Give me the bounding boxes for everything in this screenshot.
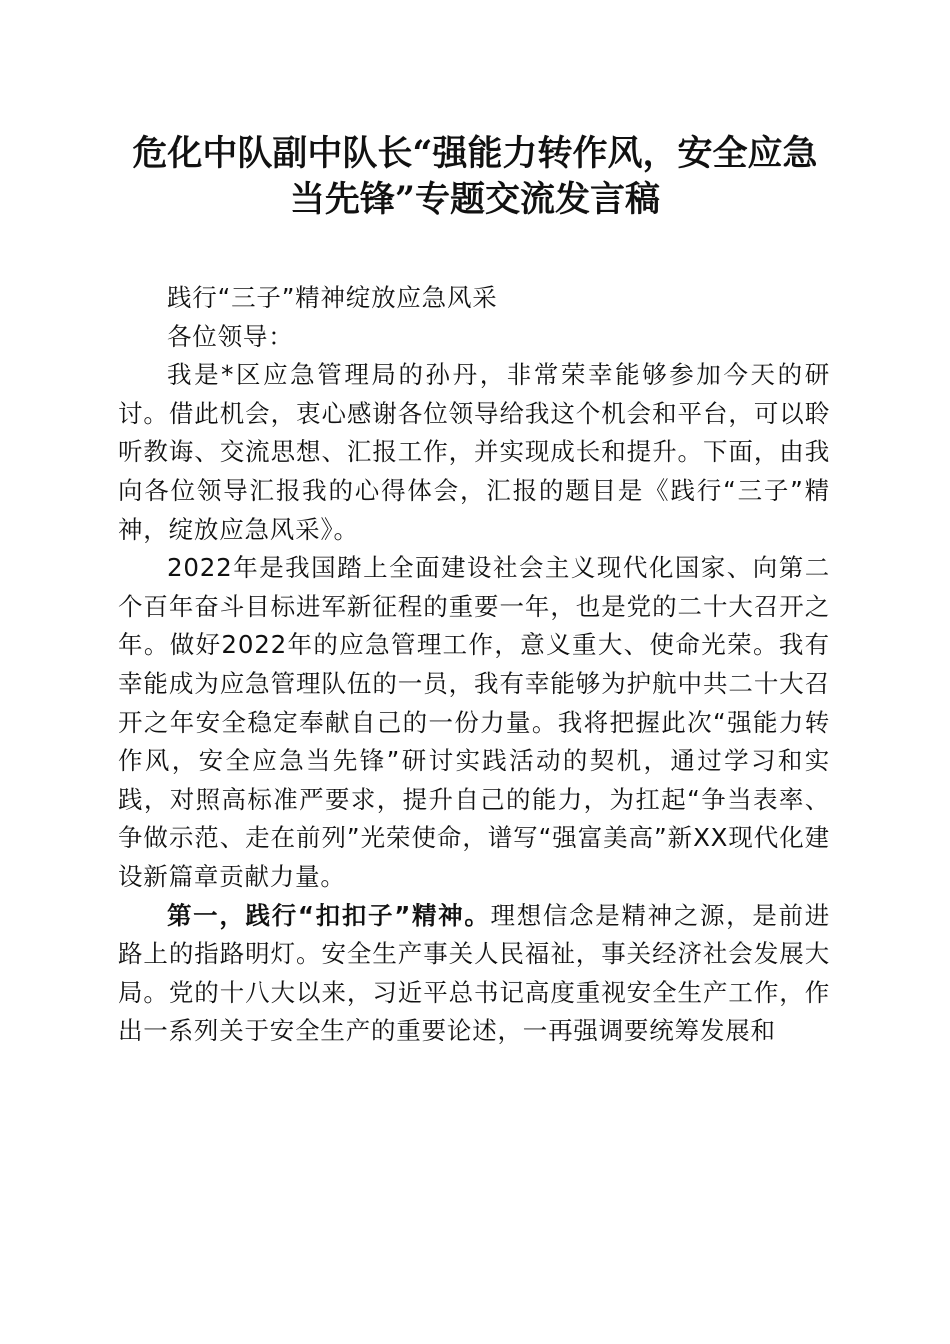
document-title: [100, 131, 850, 223]
paragraph-intro: 我是*区应急管理局的孙丹，非常荣幸能够参加今天的研讨。借此机会，衷心感谢各位领导给我这个机会和平台，可以聆听教诲、交流思想、汇报工作，并实现成长和提升。下面，由我向各位领导汇报我的心得体会，汇报的题目是《践行“三子”精神，绽放应急风采》。: [118, 360, 830, 544]
title-line-1: 危化中队副中队长“强能力转作风，安全应急: [132, 133, 818, 174]
section-one-text: 理想信念是精神之源，是前进路上的指路明灯。安全生产事关人民福祉，事关经济社会发展大局。党的十八大以来，习近平总书记高度重视安全生产工作，作出一系列关于安全生产的重要论述，一再强调要统筹发展和: [118, 900, 830, 1046]
paragraph-2022: 2022年是我国踏上全面建设社会主义现代化国家、向第二个百年奋斗目标进军新征程的重要一年，也是党的二十大召开之年。做好2022年的应急管理工作，意义重大、使命光荣。我有幸能成为应急管理队伍的一员，我有幸能够为护航中共二十大召开之年安全稳定奉献自己的一份力量。我将把握此次“强能力转作风，安全应急当先锋”研讨实践活动的契机，通过学习和实践，对照高标准严要求，提升自己的能力，为扛起“争当表率、争做示范、走在前列”光荣使命，谱写“强富美高”新XX现代化建设新篇章贡献力量。: [118, 553, 830, 891]
salutation: 各位领导：: [167, 321, 294, 351]
title-line-2: 当先锋”专题交流发言稿: [289, 179, 661, 220]
paragraph-section-one: [118, 897, 830, 1051]
section-one-heading: 第一，践行“扣扣子”精神。: [167, 900, 491, 930]
document-body: [118, 279, 830, 1051]
subtitle: 践行“三子”精神绽放应急风采: [167, 283, 498, 312]
